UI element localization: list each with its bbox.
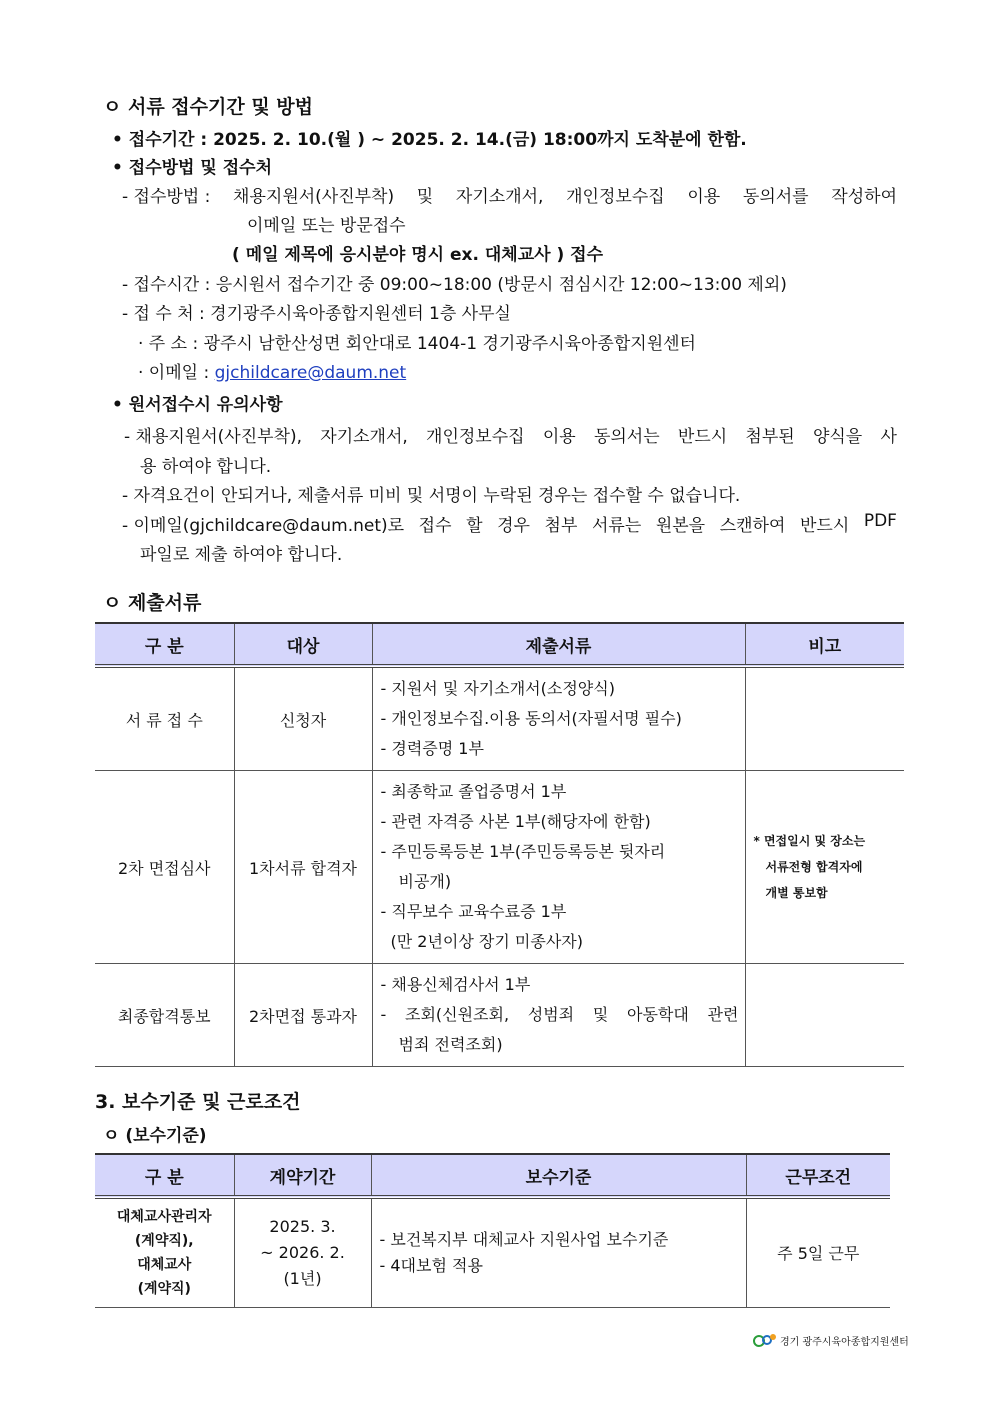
- email-label: · 이메일 :: [138, 363, 210, 383]
- docs-header-target: 대상: [234, 623, 372, 666]
- section-title-apply: ㅇ 서류 접수기간 및 방법: [103, 96, 313, 118]
- footer-logo: [752, 1331, 909, 1349]
- email-link[interactable]: gjchildcare@daum.net: [214, 363, 407, 383]
- pay-row-category: 대체교사관리자 (계약직), 대체교사 (계약직): [95, 1197, 234, 1307]
- notice-line3b: 파일로 제출 하여야 합니다.: [140, 545, 343, 565]
- section-title-docs: ㅇ 제출서류: [103, 592, 202, 614]
- notice-line1: - 채용지원서(사진부착), 자기소개서, 개인정보수집 이용 동의서는 반드시 첨부된 양식을 사: [124, 427, 897, 447]
- pay-row-period: 2025. 3. ~ 2026. 2. (1년): [234, 1197, 371, 1307]
- footer-org-name: 경기 광주시육아종합지원센터: [780, 1336, 909, 1348]
- section-title-pay: 3. 보수기준 및 근로조건: [95, 1091, 301, 1113]
- docs-header-note: 비고: [745, 623, 904, 666]
- notice-line3: - 이메일(gjchildcare@daum.net)로 접수 할 경우 첨부 서류는 원본을 스캔하여 반드시 PDF: [122, 511, 897, 536]
- pay-row-pay: - 보건복지부 대체교사 지원사업 보수기준 - 4대보험 적용: [371, 1197, 746, 1307]
- docs-row2-list: - 최종학교 졸업증명서 1부 - 관련 자격증 사본 1부(해당자에 한함) - 주민등록등본 1부(주민등록등본 뒷자리 비공개) - 직무보수 교육수료증 1부 (만 2년이상 장기 미종사자): [372, 771, 745, 964]
- pay-header-category: 구 분: [95, 1154, 234, 1197]
- apply-email-row: [138, 358, 406, 383]
- pay-row-work: 주 5일 근무: [746, 1197, 890, 1307]
- notice-line2: - 자격요건이 안되거나, 제출서류 미비 및 서명이 누락된 경우는 접수할 수 없습니다.: [122, 486, 741, 506]
- docs-header-docs: 제출서류: [372, 623, 745, 666]
- table-row: [95, 666, 904, 771]
- apply-method-line2: 이메일 또는 방문접수: [247, 216, 406, 236]
- notice-line1b: 용 하여야 합니다.: [140, 457, 272, 477]
- docs-row3-category: 최종합격통보: [95, 964, 234, 1067]
- pay-header-period: 계약기간: [234, 1154, 371, 1197]
- docs-row2-category: 2차 면접심사: [95, 771, 234, 964]
- pay-subtitle: ㅇ (보수기준): [103, 1126, 207, 1146]
- docs-row3-list: - 채용신체검사서 1부 - 조회(신원조회, 성범죄 및 아동학대 관련 범죄 전력조회): [372, 964, 745, 1067]
- apply-method-heading: • 접수방법 및 접수처: [112, 158, 272, 178]
- pay-header-pay: 보수기준: [371, 1154, 746, 1197]
- docs-row2-target: 1차서류 합격자: [234, 771, 372, 964]
- table-row: [95, 1197, 890, 1307]
- docs-header-category: 구 분: [95, 623, 234, 666]
- apply-method-line1: - 접수방법 : 채용지원서(사진부착) 및 자기소개서, 개인정보수집 이용 동의서를 작성하여: [122, 187, 897, 207]
- apply-address: · 주 소 : 광주시 남한산성면 회안대로 1404-1 경기광주시육아종합지원센터: [138, 334, 696, 354]
- docs-row3-note: [745, 964, 904, 1067]
- docs-table: [95, 622, 904, 1067]
- docs-row3-target: 2차면접 통과자: [234, 964, 372, 1067]
- pay-table: [95, 1153, 890, 1308]
- apply-method-line3: ( 메일 제목에 응시분야 명시 ex. 대체교사 ) 접수: [232, 245, 604, 265]
- apply-place: - 접 수 처 : 경기광주시육아종합지원센터 1층 사무실: [122, 304, 511, 324]
- table-row: [95, 771, 904, 964]
- table-row: [95, 964, 904, 1067]
- notice-heading: • 원서접수시 유의사항: [112, 395, 283, 415]
- docs-row1-target: 신청자: [234, 666, 372, 771]
- apply-time: - 접수시간 : 응시원서 접수기간 중 09:00~18:00 (방문시 점심시간 12:00~13:00 제외): [122, 275, 787, 295]
- docs-row1-note: [745, 666, 904, 771]
- docs-row1-category: 서 류 접 수: [95, 666, 234, 771]
- pay-header-work: 근무조건: [746, 1154, 890, 1197]
- docs-row1-list: - 지원서 및 자기소개서(소정양식) - 개인정보수집.이용 동의서(자필서명 필수) - 경력증명 1부: [372, 666, 745, 771]
- org-logo-icon: [752, 1331, 778, 1349]
- docs-row2-note: * 면접일시 및 장소는 서류전형 합격자에 개별 통보함: [745, 771, 904, 964]
- apply-period: • 접수기간 : 2025. 2. 10.(월 ) ~ 2025. 2. 14.(금) 18:00까지 도착분에 한함.: [112, 130, 747, 150]
